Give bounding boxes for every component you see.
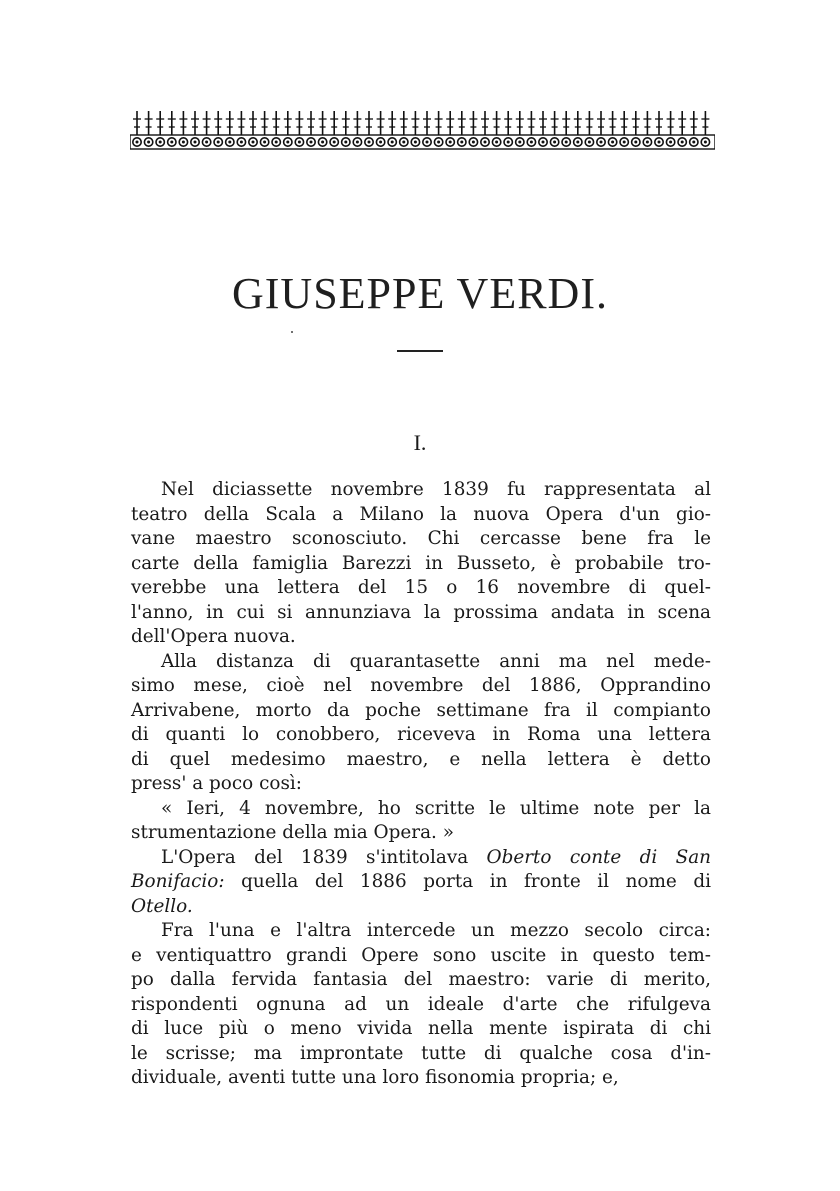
text-line: Nel diciassette novembre 1839 fu rappresentata al	[161, 479, 711, 500]
page-title: GIUSEPPE VERDI.	[231, 269, 608, 318]
text-line: press' a poco così:	[131, 773, 302, 794]
body-text	[131, 478, 711, 1091]
paragraph-3	[131, 797, 711, 846]
text-run: L'Opera del 1839 s'intitolava	[161, 846, 487, 868]
text-line	[131, 846, 711, 871]
text-line: simo mese, cioè nel novembre del 1886, Opprandino	[131, 675, 711, 696]
section-number: I.	[413, 430, 427, 455]
text-line: dividuale, aventi tutte una loro fisonomia propria; e,	[131, 1067, 619, 1088]
text-line: Alla distanza di quarantasette anni ma nel mede-	[161, 650, 711, 672]
italic-title: Bonifacio:	[131, 871, 225, 892]
text-line: carte della famiglia Barezzi in Busseto, è probabile tro-	[131, 552, 711, 574]
text-line: le scrisse; ma improntate tutte di qualche cosa d'in-	[131, 1042, 711, 1064]
text-line	[131, 895, 711, 920]
paragraph-4	[131, 846, 711, 920]
paragraph-1	[131, 478, 711, 650]
text-line: di luce più o meno vivida nella mente ispirata di chi	[131, 1018, 711, 1039]
text-line: « Ieri, 4 novembre, ho scritte le ultime note per la	[161, 797, 711, 819]
text-line: di quanti lo conobbero, riceveva in Roma una lettera	[131, 724, 711, 745]
text-line: Fra l'una e l'altra intercede un mezzo secolo circa:	[161, 920, 711, 941]
text-line: strumentazione della mia Opera. »	[131, 822, 454, 843]
text-line: dell'Opera nuova.	[131, 626, 296, 647]
stray-dot-mark	[291, 331, 293, 333]
decorative-border-ornament	[130, 105, 715, 155]
text-line	[131, 870, 711, 895]
text-line: rispondenti ognuna ad un ideale d'arte che rifulgeva	[131, 993, 711, 1015]
text-line: po dalla fervida fantasia del maestro: varie di merito,	[131, 969, 711, 990]
paragraph-2	[131, 650, 711, 797]
text-run: quella del 1886 porta in fronte il nome di	[224, 871, 711, 892]
italic-title: Otello.	[131, 895, 193, 917]
text-line: Arrivabene, morto da poche settimane fra il compianto	[131, 699, 711, 721]
text-line: di quel medesimo maestro, e nella lettera è detto	[131, 748, 711, 770]
title-divider	[397, 350, 443, 352]
paragraph-5	[131, 919, 711, 1091]
text-line: l'anno, in cui si annunziava la prossima andata in scena	[131, 601, 711, 623]
text-line: vane maestro sconosciuto. Chi cercasse bene fra le	[131, 528, 711, 549]
text-line: e ventiquattro grandi Opere sono uscite in questo tem-	[131, 944, 711, 966]
italic-title: Oberto conte di San	[486, 846, 711, 868]
text-line: verebbe una lettera del 15 o 16 novembre di quel-	[131, 577, 711, 598]
text-line: teatro della Scala a Milano la nuova Opera d'un gio-	[131, 503, 711, 525]
